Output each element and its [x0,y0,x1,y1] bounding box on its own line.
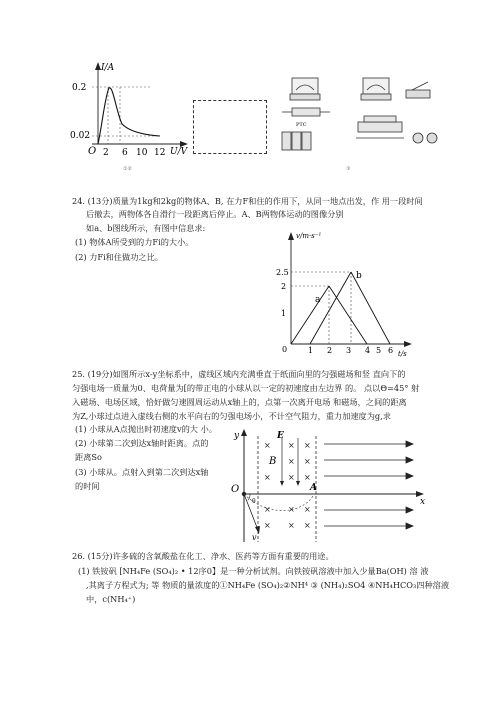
field-velocity-label: v [252,533,257,542]
b-field-mark: × [288,441,295,450]
b-field-mark: × [264,505,271,514]
q25-sub-1: (1) 小球从A点抛出时初速度v的大 小。 [75,424,217,434]
vt-x-tick-2: 2 [327,346,333,355]
q25-line-2: 匀强电场一质量为0、电荷量为[的带正电的小球从以一定的初速度由左边界 的。 点以Θ=45° 射 [72,383,420,393]
vt-x-tick-3: 3 [346,346,352,355]
field-x-axis-label: x [420,497,426,507]
vt-line-label-a: a [315,295,321,305]
voltmeter-icon [361,78,391,100]
vt-x-tick-5: 5 [376,346,382,355]
q26-line-2: (1) 铁铵矾 [NH₄Fe (SO₄)₂ • 12序0】是一种分析试剂。向铁铵矾溶液中加入少量Ba(OH) 溶 液 [78,566,429,576]
iu-y-tick-0-2: 0.2 [72,83,87,93]
vt-x-axis-label: t/s [398,350,407,358]
iu-graph [70,56,190,174]
iu-x-tick-2: 2 [103,148,109,158]
ptc-resistor-icon [282,108,330,116]
field-y-axis-label: y [234,431,240,441]
q26-line-4: 中，c(NH₄⁺) [86,594,136,604]
field-theta-label: θ [252,498,256,505]
circuit-diagram-box [193,100,267,154]
vt-x-tick-1: 1 [308,346,314,355]
field-origin-label: O [231,484,240,495]
ammeter-icon [290,78,320,100]
b-field-mark: × [264,521,271,530]
q25-sub-3b: 的时间 [75,481,100,491]
iu-x-tick-10: 10 [136,148,148,158]
b-field-mark: × [288,505,295,514]
iu-origin: O [88,146,97,157]
vt-line-label-b: b [356,271,362,281]
wire-connector-icon [413,133,437,143]
b-field-mark: × [288,457,295,466]
q25-sub-2a: (2) 小球第二次到达x轴时距离。点的 [75,438,209,448]
switch-icon [406,82,430,98]
fig-caption-left: ①② [123,166,132,172]
q25-line-4: 为Z,小球过点进入虚线右侧的水平向右的匀强电场小，不计空气阻力，重力加速度为g,求 [72,411,391,421]
vt-origin: 0 [282,345,288,354]
q26-line-3: ,其离子方程式为; 等 物质的量浓度的①NH₄Fe (SO₄)₂②NH⁴ ③ (NH₄)₂SO4 ④NH₄HCO₃四种溶液 [86,580,450,590]
iu-x-axis-label: U/V [170,147,188,157]
b-field-mark: × [288,521,295,530]
q25-line-3: 入磁场、电场区域，恰好做匀速圆周运动从x轴上的，点第一次离开电场 和磁场，之间的距离 [72,397,407,407]
q24-line-2: 后撤去，两物体各自滑行一段距离后停止。A、B两物体运动的图像分别 [86,209,344,219]
b-field-mark: × [304,457,311,466]
q24-sub-1: (1) 物体A所受到的力Fi的大小。 [75,237,194,247]
b-field-mark: × [304,473,311,482]
ptc-label: PTC [296,122,307,128]
iu-x-tick-6: 6 [122,148,128,158]
vt-y-tick-2: 2 [281,282,287,291]
q25-sub-3a: (3) 小球从。点射入到第二次到达x轴 [75,467,209,477]
q25-sub-2b: 距离So [75,452,102,462]
b-field-mark: × [304,505,311,514]
field-point-a-label: A [310,483,317,493]
vt-y-tick-2-5: 2.5 [276,268,289,277]
iu-y-tick-0-02: 0.02 [70,131,91,141]
iu-x-tick-12: 12 [154,148,166,158]
iu-y-axis-label: I/A [101,63,115,73]
q25-line-1: 25. (19分)如图所示x-y坐标系中，虚线区域内充满垂直于纸面向里的匀强磁场和竖 直向下的 [72,369,406,379]
field-b-label: B [269,456,277,467]
q24-sub-2: (2) 力Fi和住做功之比。 [75,252,163,262]
rheostat-icon [356,116,404,138]
vt-graph [266,228,416,360]
vt-x-tick-6: 6 [388,346,394,355]
q26-line-1: 26. (15分)许多硫的含氧酸盐在化工、净水、医药等方面有重要的用途。 [72,551,334,561]
b-field-mark: × [304,441,311,450]
vt-y-axis-label: v/m·s⁻¹ [296,232,322,240]
b-field-mark: × [288,473,295,482]
field-e-label: E [277,431,284,441]
b-field-mark: × [304,521,311,530]
field-diagram [228,426,430,546]
battery-icon [282,132,311,150]
b-field-mark: × [264,441,271,450]
q24-line-3: 如a、b图线所示，有图中信息求: [86,223,206,233]
experiment-apparatus [278,68,448,160]
q24-line-1: 24. (13分)质量为1kg和2kg的物体A、B, 在力F和住的作用下，从同一地点出发，作 用一段时间 [72,196,423,206]
fig-caption-right: ③ [346,166,351,172]
vt-y-tick-1: 1 [281,309,287,318]
vt-x-tick-4: 4 [365,346,371,355]
b-field-mark: × [264,473,271,482]
